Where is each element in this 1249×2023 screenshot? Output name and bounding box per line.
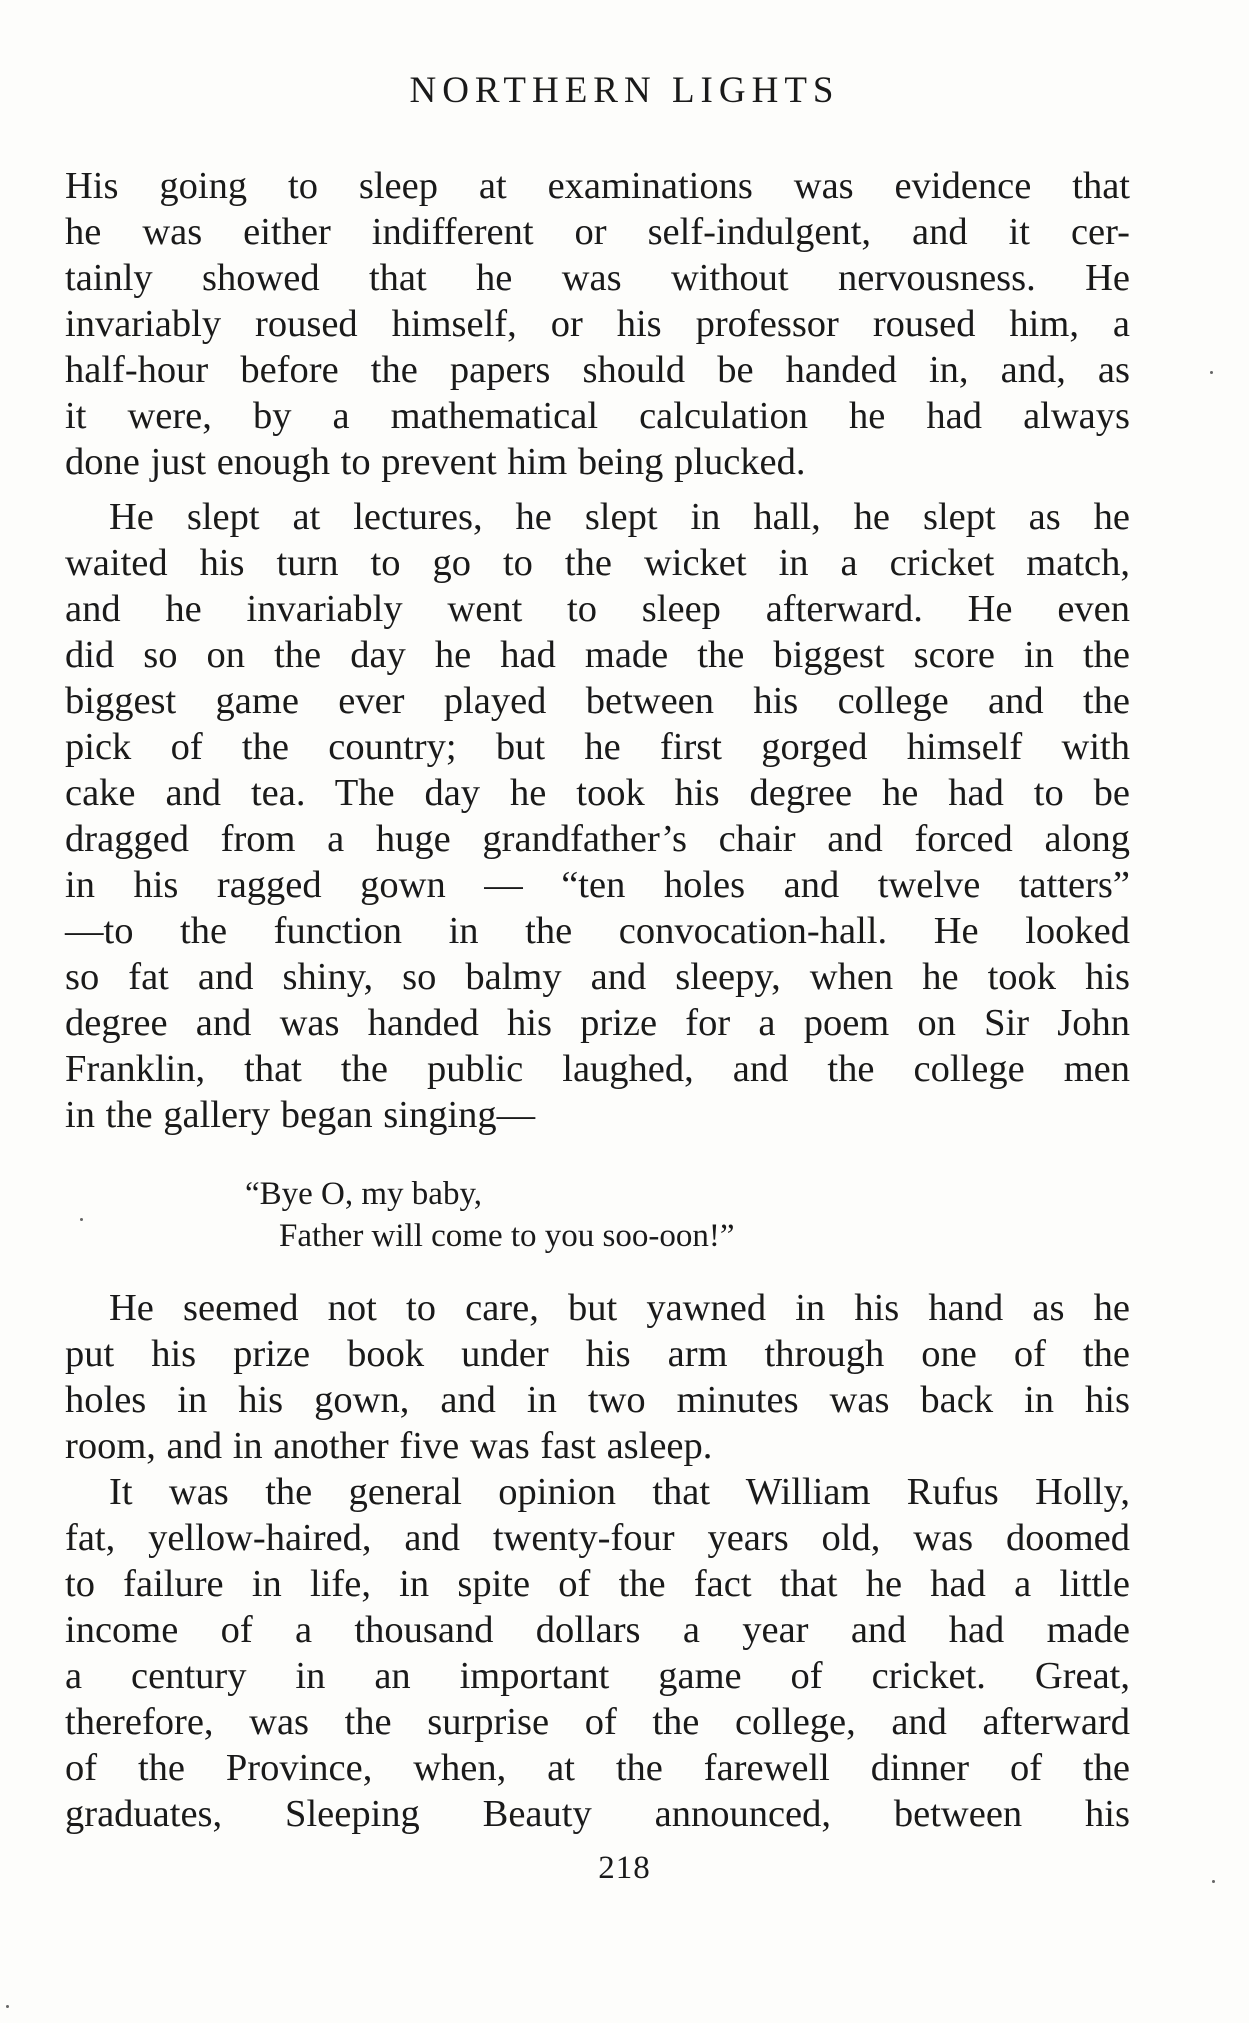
text-line: His going to sleep at examinations was evidence that xyxy=(65,165,1130,207)
paragraph-4 xyxy=(65,1469,1130,1837)
text-line: in the gallery began singing— xyxy=(65,1094,536,1136)
text-line: —to the function in the convocation-hall. He looked xyxy=(65,910,1130,952)
paragraph-1 xyxy=(65,163,1130,485)
text-line: income of a thousand dollars a year and had made xyxy=(65,1609,1130,1651)
text-line: did so on the day he had made the biggest score in the xyxy=(65,634,1130,676)
paragraph-2 xyxy=(65,494,1130,1138)
text-line: Franklin, that the public laughed, and the college men xyxy=(65,1048,1130,1090)
text-line: cake and tea. The day he took his degree he had to be xyxy=(65,772,1130,814)
text-line: degree and was handed his prize for a poem on Sir John xyxy=(65,1002,1130,1044)
text-line: room, and in another five was fast asleep. xyxy=(65,1425,713,1467)
scan-speck xyxy=(1210,371,1213,374)
verse-quotation xyxy=(245,1173,735,1257)
scan-speck xyxy=(80,1218,83,1221)
text-line: biggest game ever played between his college and the xyxy=(65,680,1130,722)
text-line: so fat and shiny, so balmy and sleepy, when he took his xyxy=(65,956,1130,998)
text-line: half-hour before the papers should be handed in, and, as xyxy=(65,349,1130,391)
text-line: to failure in life, in spite of the fact that he had a little xyxy=(65,1563,1130,1605)
text-line: a century in an important game of cricket. Great, xyxy=(65,1655,1130,1697)
text-line: dragged from a huge grandfather’s chair and forced along xyxy=(65,818,1130,860)
text-line: in his ragged gown — “ten holes and twelve tatters” xyxy=(65,864,1130,906)
scan-speck xyxy=(1212,1880,1215,1883)
text-line: He seemed not to care, but yawned in his hand as he xyxy=(109,1287,1130,1329)
scan-speck xyxy=(6,2005,9,2008)
text-line: tainly showed that he was without nervousness. He xyxy=(65,257,1130,299)
text-line: He slept at lectures, he slept in hall, he slept as he xyxy=(109,496,1130,538)
verse-line: “Bye O, my baby, xyxy=(245,1176,483,1212)
paragraph-3 xyxy=(65,1285,1130,1469)
text-line: therefore, was the surprise of the college, and afterward xyxy=(65,1701,1130,1743)
text-line: fat, yellow-haired, and twenty-four years old, was doomed xyxy=(65,1517,1130,1559)
text-line: invariably roused himself, or his professor roused him, a xyxy=(65,303,1130,345)
text-line: pick of the country; but he first gorged himself with xyxy=(65,726,1130,768)
running-head: NORTHERN LIGHTS xyxy=(409,70,840,111)
text-line: holes in his gown, and in two minutes was back in his xyxy=(65,1379,1130,1421)
verse-line: Father will come to you soo-oon!” xyxy=(279,1218,735,1254)
text-line: It was the general opinion that William Rufus Holly, xyxy=(109,1471,1130,1513)
text-line: and he invariably went to sleep afterward. He even xyxy=(65,588,1130,630)
text-line: done just enough to prevent him being plucked. xyxy=(65,441,806,483)
text-line: put his prize book under his arm through one of the xyxy=(65,1333,1130,1375)
text-line: it were, by a mathematical calculation he had always xyxy=(65,395,1130,437)
page-number: 218 xyxy=(598,1850,651,1886)
text-line: waited his turn to go to the wicket in a cricket match, xyxy=(65,542,1130,584)
text-line: graduates, Sleeping Beauty announced, between his xyxy=(65,1793,1130,1835)
text-line: he was either indifferent or self-indulgent, and it cer- xyxy=(65,211,1130,253)
text-line: of the Province, when, at the farewell dinner of the xyxy=(65,1747,1130,1789)
